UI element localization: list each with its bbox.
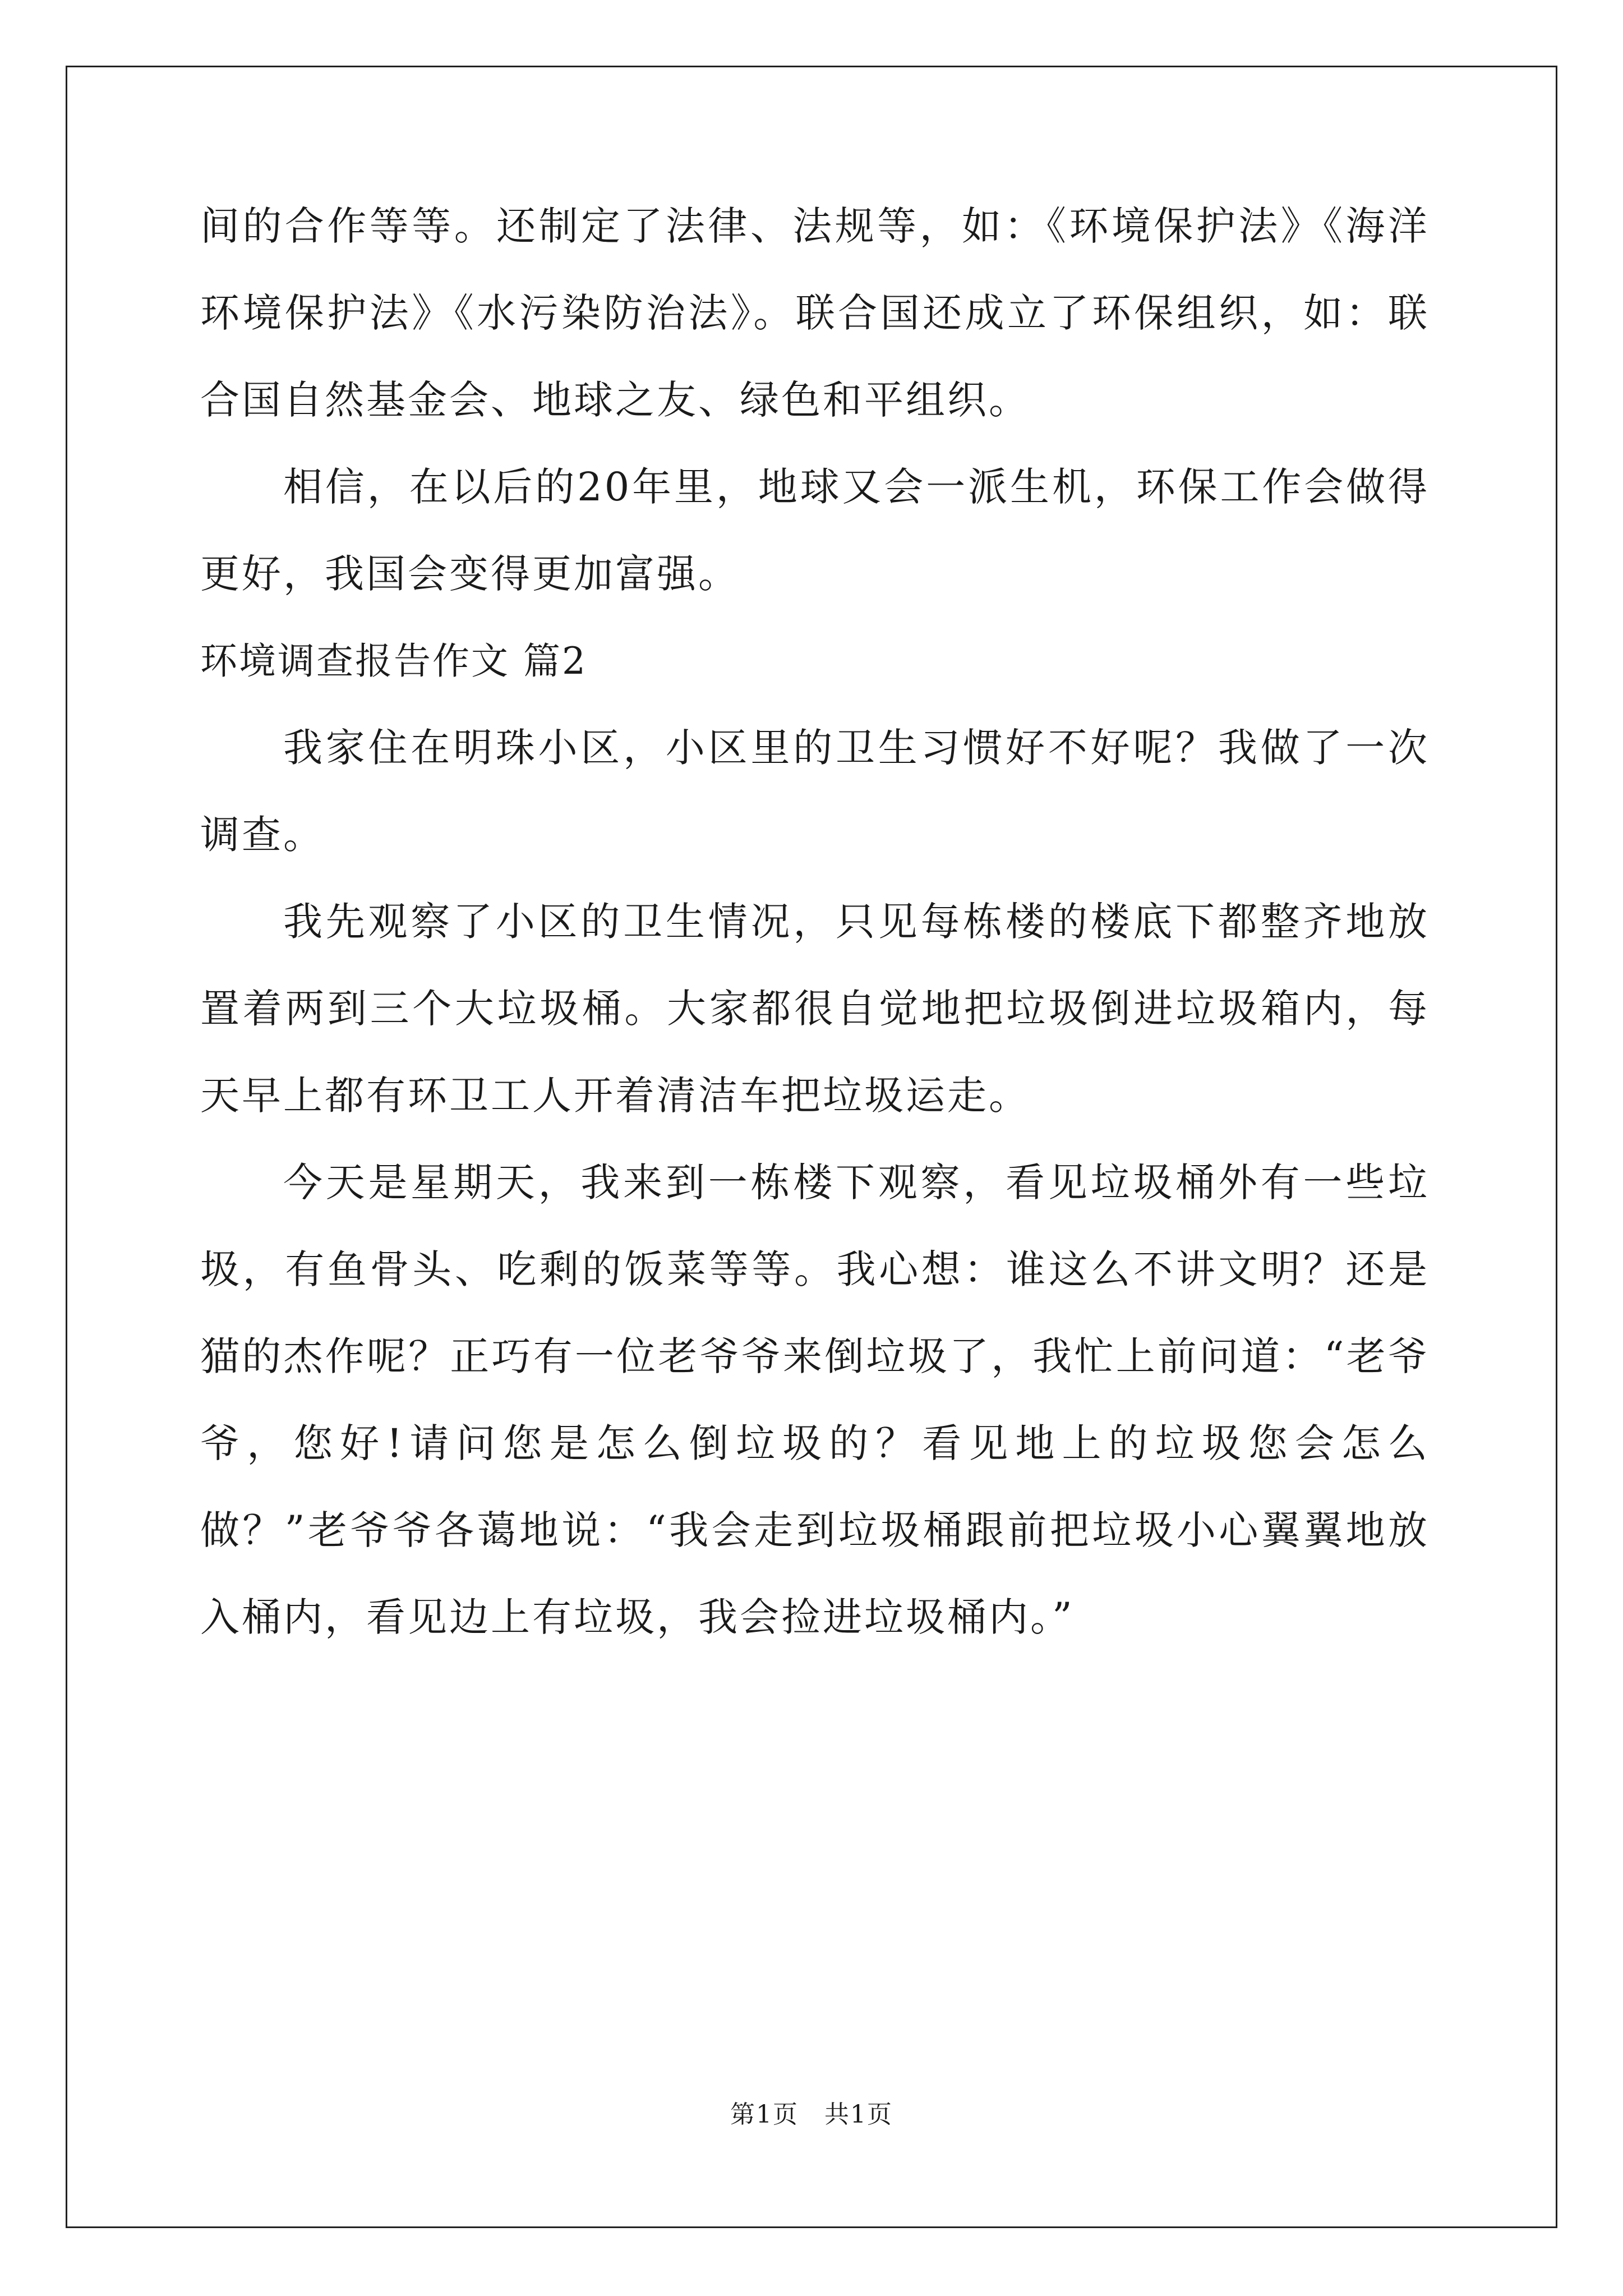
document-body [200,183,1430,1661]
paragraph-2: 相信，在以后的20年里，地球又会一派生机，环保工作会做得更好，我国会变得更加富强。 [200,464,1430,597]
paragraph-4: 我先观察了小区的卫生情况，只见每栋楼的楼底下都整齐地放置着两到三个大垃圾桶。大家都很自觉地把垃圾倒进垃圾箱内，每天早上都有环卫工人开着清洁车把垃圾运走。 [200,899,1430,1119]
paragraph-1: 间的合作等等。还制定了法律、法规等，如：《环境保护法》《海洋环境保护法》《水污染防治法》。联合国还成立了环保组织，如：联合国自然基金会、地球之友、绿色和平组织。 [200,203,1430,423]
section-heading: 环境调查报告作文 篇2 [200,639,587,683]
page-number-footer: 第1页 共1页 [730,2100,893,2129]
paragraph-5: 今天是星期天，我来到一栋楼下观察，看见垃圾桶外有一些垃圾，有鱼骨头、吃剩的饭菜等等。我心想：谁这么不讲文明？还是猫的杰作呢？正巧有一位老爷爷来倒垃圾了，我忙上前问道：“老爷爷，您好!请问您是怎么倒垃圾的？看见地上的垃圾您会怎么做？”老爷爷各蔼地说：“我会走到垃圾桶跟前把垃圾小心翼翼地放入桶内，看见边上有垃圾，我会捡进垃圾桶内。” [200,1159,1430,1640]
paragraph-3: 我家住在明珠小区，小区里的卫生习惯好不好呢？我做了一次调查。 [200,725,1430,858]
